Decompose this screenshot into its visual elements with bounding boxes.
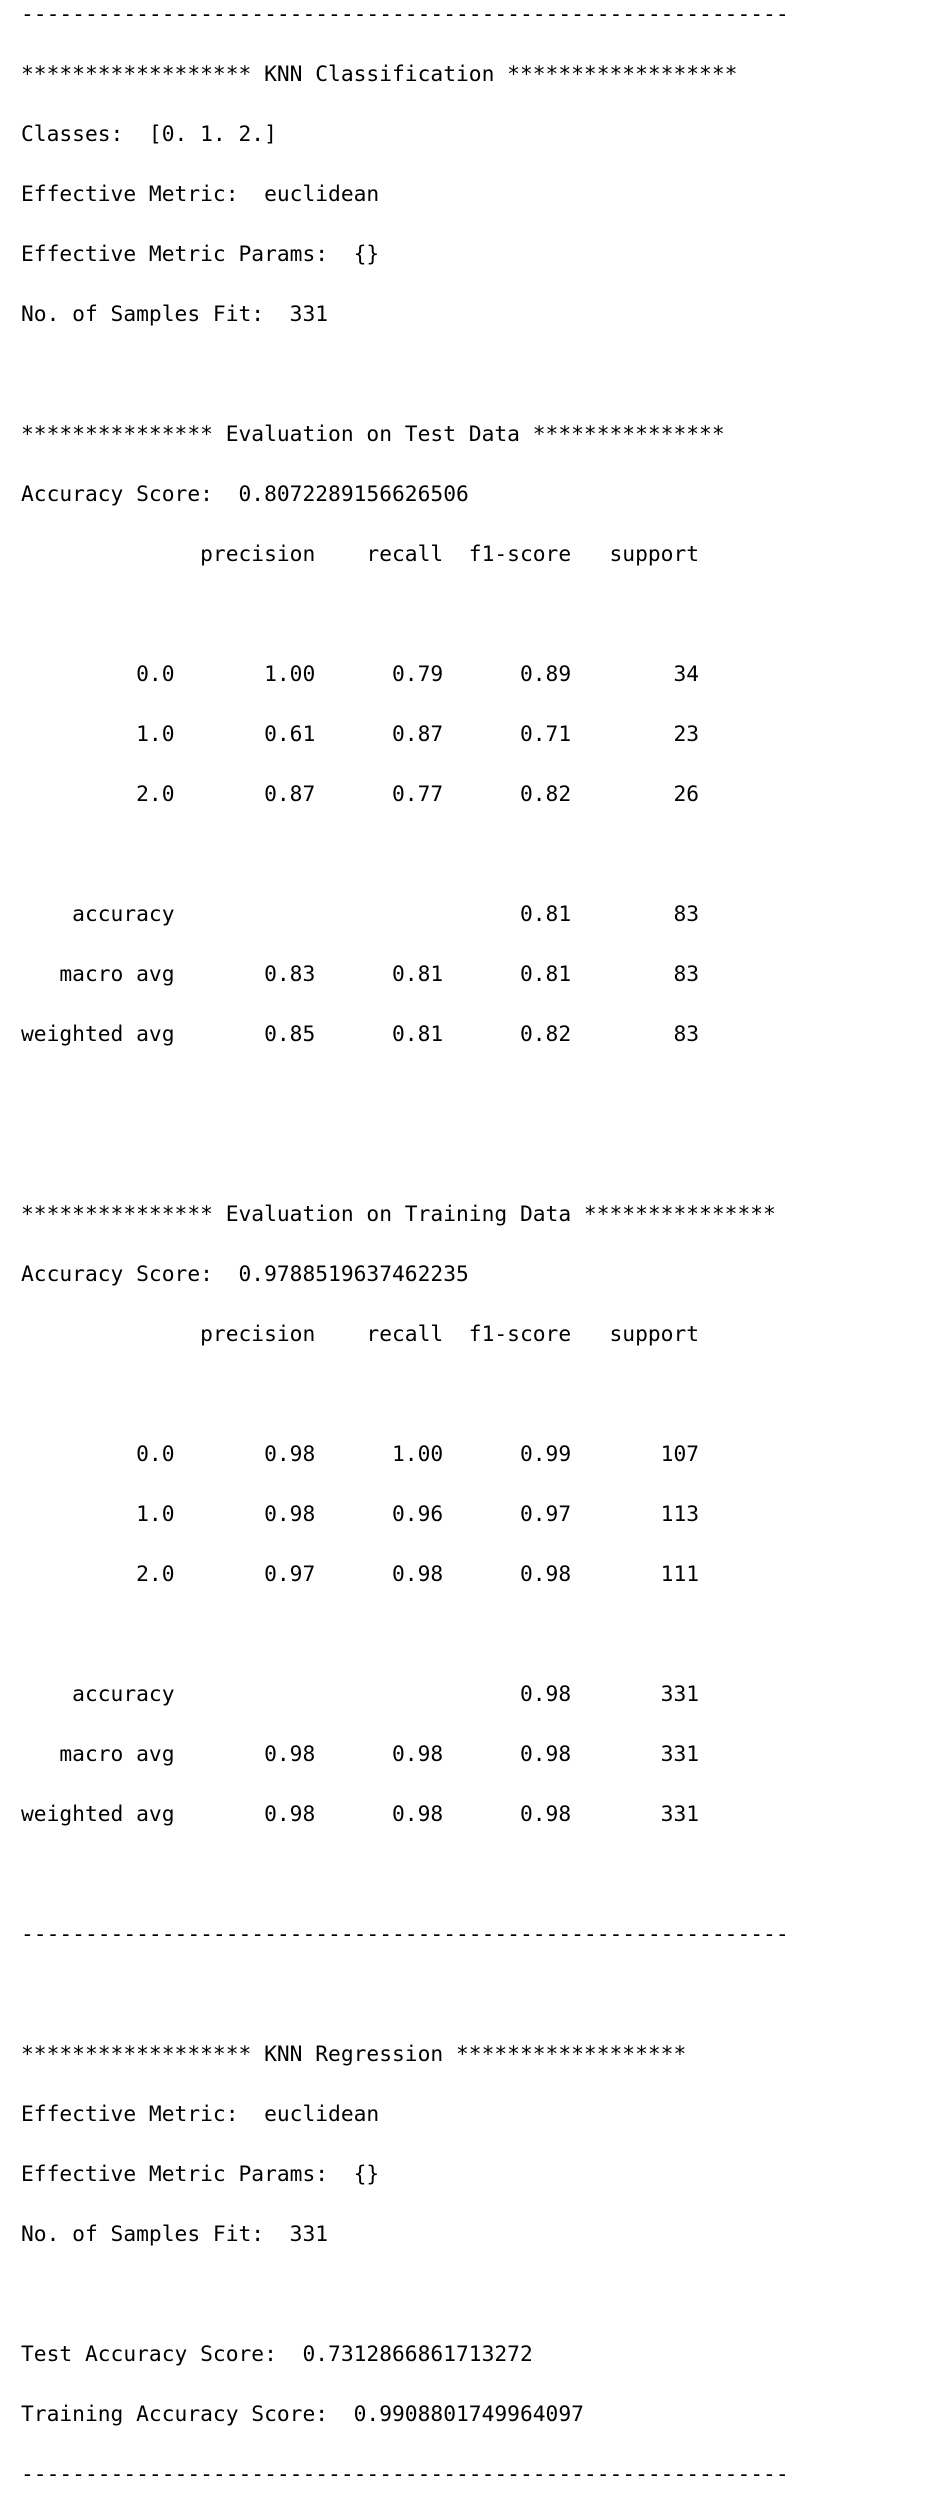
samples-fit-line: No. of Samples Fit: 331 <box>21 302 329 327</box>
separator-line: ------------------------------------------------------------ <box>21 2 789 27</box>
test-report-header-row: precision recall f1-score support <box>21 542 700 567</box>
test-report-row-macro-avg: macro avg 0.83 0.81 0.81 83 <box>21 962 700 987</box>
training-evaluation-header: *************** Evaluation on Training Data *************** <box>21 1202 776 1227</box>
test-report-row-class-1: 1.0 0.61 0.87 0.71 23 <box>21 722 700 747</box>
effective-metric-params-line: Effective Metric Params: {} <box>21 242 380 267</box>
blank-line <box>21 360 789 390</box>
test-report-row-class-2: 2.0 0.87 0.77 0.82 26 <box>21 782 700 807</box>
training-report-row-class-1: 1.0 0.98 0.96 0.97 113 <box>21 1502 700 1527</box>
blank-line <box>21 1080 789 1110</box>
training-report-row-class-0: 0.0 0.98 1.00 0.99 107 <box>21 1442 700 1467</box>
training-report-row-accuracy: accuracy 0.98 331 <box>21 1682 700 1707</box>
effective-metric-line: Effective Metric: euclidean <box>21 182 380 207</box>
knn-classification-header: ****************** KNN Classification ****************** <box>21 62 738 87</box>
console-output <box>21 0 789 2520</box>
regression-training-accuracy-line: Training Accuracy Score: 0.9908801749964097 <box>21 2402 584 2427</box>
blank-line <box>21 1380 789 1410</box>
classes-line: Classes: [0. 1. 2.] <box>21 122 277 147</box>
regression-effective-metric-params-line: Effective Metric Params: {} <box>21 2162 380 2187</box>
blank-line <box>21 1620 789 1650</box>
knn-regression-header: ****************** KNN Regression ****************** <box>21 2042 687 2067</box>
training-report-row-macro-avg: macro avg 0.98 0.98 0.98 331 <box>21 1742 700 1767</box>
training-report-row-class-2: 2.0 0.97 0.98 0.98 111 <box>21 1562 700 1587</box>
blank-line <box>21 840 789 870</box>
test-evaluation-header: *************** Evaluation on Test Data *************** <box>21 422 725 447</box>
training-report-header-row: precision recall f1-score support <box>21 1322 700 1347</box>
blank-line <box>21 1140 789 1170</box>
separator-line: ------------------------------------------------------------ <box>21 2462 789 2487</box>
test-report-row-class-0: 0.0 1.00 0.79 0.89 34 <box>21 662 700 687</box>
test-report-row-accuracy: accuracy 0.81 83 <box>21 902 700 927</box>
blank-line <box>21 2280 789 2310</box>
training-accuracy-score-line: Accuracy Score: 0.9788519637462235 <box>21 1262 469 1287</box>
regression-samples-fit-line: No. of Samples Fit: 331 <box>21 2222 329 2247</box>
test-report-row-weighted-avg: weighted avg 0.85 0.81 0.82 83 <box>21 1022 700 1047</box>
test-accuracy-score-line: Accuracy Score: 0.8072289156626506 <box>21 482 469 507</box>
training-report-row-weighted-avg: weighted avg 0.98 0.98 0.98 331 <box>21 1802 700 1827</box>
blank-line <box>21 1980 789 2010</box>
regression-effective-metric-line: Effective Metric: euclidean <box>21 2102 380 2127</box>
blank-line <box>21 1860 789 1890</box>
blank-line <box>21 600 789 630</box>
separator-line: ------------------------------------------------------------ <box>21 1922 789 1947</box>
regression-test-accuracy-line: Test Accuracy Score: 0.7312866861713272 <box>21 2342 533 2367</box>
